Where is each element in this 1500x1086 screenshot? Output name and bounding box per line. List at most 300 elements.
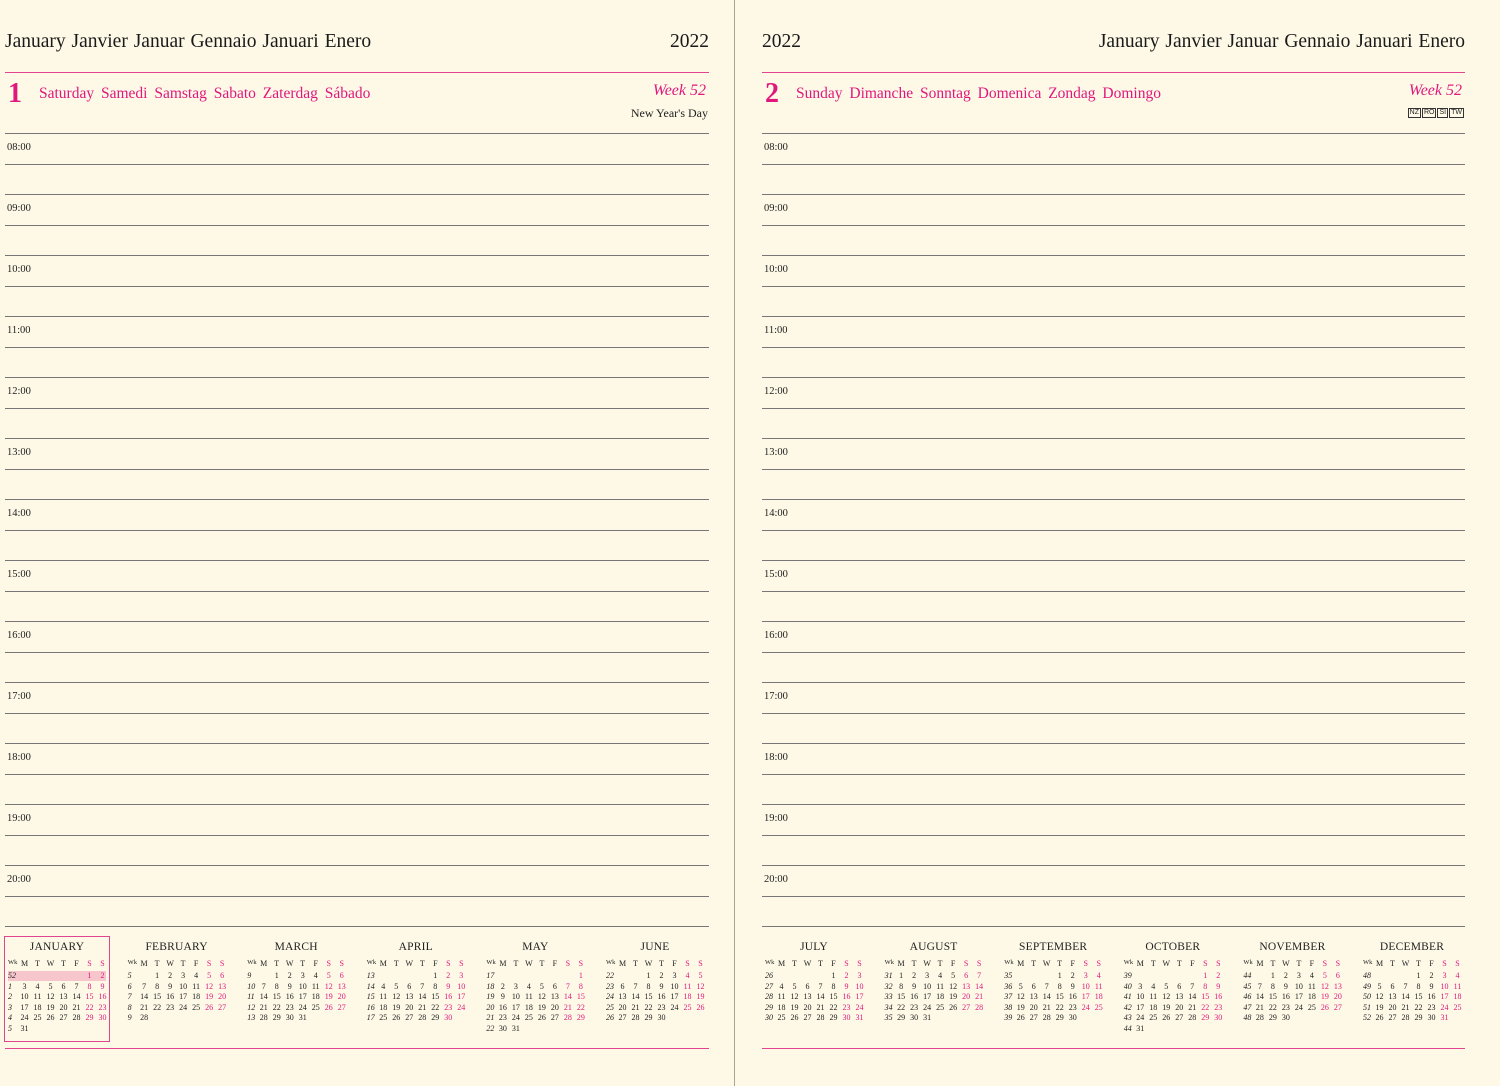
- week-row: [606, 971, 704, 981]
- day-cell: 24: [923, 1002, 932, 1012]
- day-cell: 19: [1162, 1002, 1171, 1012]
- day-cell: 14: [72, 992, 81, 1001]
- day-cell: 14: [1255, 992, 1264, 1001]
- grid-line: [762, 713, 1465, 714]
- day-cell: 2: [844, 971, 849, 980]
- weekday-header: [486, 959, 584, 969]
- day-cell: 29: [1268, 1013, 1277, 1022]
- week-number: 9: [247, 971, 252, 980]
- week-row: [606, 1003, 704, 1013]
- day-cell: 29: [576, 1013, 585, 1022]
- day-cell: 6: [1390, 981, 1395, 991]
- day-cell: 23: [1068, 1002, 1077, 1012]
- day-cell: 23: [285, 1002, 294, 1012]
- week-column-header: Wk: [366, 959, 377, 966]
- weekday-letter: M: [1256, 959, 1264, 968]
- weekday-letter: M: [777, 959, 786, 968]
- weekday-letter: T: [539, 959, 545, 968]
- day-cell: 29: [431, 1013, 440, 1022]
- week-row: [885, 992, 983, 1002]
- day-cell: 29: [272, 1013, 281, 1022]
- week-number: 48: [1363, 971, 1371, 980]
- day-cell: 20: [962, 992, 971, 1001]
- day-cell: 15: [829, 992, 838, 1001]
- weekday-letter: T: [393, 959, 399, 968]
- hour-label: 08:00: [7, 142, 31, 153]
- day-cell: 4: [1455, 971, 1460, 980]
- mini-calendar-february: [125, 937, 229, 1041]
- day-cell: 15: [153, 992, 162, 1001]
- day-cell: 14: [563, 992, 572, 1001]
- day-cell: 11: [33, 992, 42, 1001]
- week-row: [367, 971, 465, 981]
- day-cell: 11: [1453, 981, 1462, 991]
- day-cell: 1: [1416, 971, 1421, 980]
- day-cell: 18: [1307, 992, 1316, 1001]
- grid-line: [762, 194, 1465, 195]
- week-row: [486, 971, 584, 981]
- week-number: 43: [1123, 1013, 1132, 1022]
- day-cell: 12: [392, 992, 401, 1001]
- grid-line: [5, 713, 709, 714]
- day-cell: 19: [1375, 1002, 1384, 1012]
- day-cell: 24: [1294, 1002, 1303, 1012]
- day-cell: 8: [433, 981, 438, 991]
- weekday-letter: T: [61, 959, 66, 968]
- day-cell: 2: [1070, 971, 1075, 980]
- day-cell: 26: [46, 1013, 55, 1022]
- day-cell: 30: [498, 1023, 507, 1033]
- day-cell: 18: [683, 992, 692, 1001]
- week-number: 13: [247, 1013, 256, 1022]
- day-cell: 3: [672, 971, 677, 980]
- week-number: 18: [486, 981, 495, 991]
- day-cell: 6: [339, 971, 344, 980]
- week-number: 16: [366, 1002, 375, 1012]
- day-cell: 1: [87, 971, 92, 980]
- week-number: 49: [1363, 981, 1371, 991]
- weekday-letter: W: [1162, 959, 1171, 968]
- weekday-letter: T: [1176, 959, 1182, 968]
- week-number: 33: [884, 992, 893, 1001]
- grid-line: [5, 286, 709, 287]
- weekday-letter: M: [20, 959, 29, 968]
- header-rule: [762, 72, 1465, 73]
- hour-label: 19:00: [764, 813, 788, 824]
- day-cell: 7: [633, 981, 638, 991]
- day-cell: 5: [951, 971, 956, 980]
- day-cell: 10: [511, 992, 520, 1001]
- day-cell: 23: [910, 1002, 919, 1012]
- week-row: [8, 982, 106, 992]
- weekday-letter: S: [565, 959, 571, 968]
- grid-line: [5, 743, 709, 744]
- weekday-header: [885, 959, 983, 969]
- week-label: Week 52: [1408, 82, 1462, 99]
- day-cell: 27: [962, 1002, 971, 1012]
- day-cell: 9: [446, 981, 451, 991]
- day-cell: 4: [1096, 971, 1101, 980]
- day-cell: 25: [311, 1002, 320, 1012]
- day-cell: 3: [925, 971, 930, 980]
- week-number: 22: [606, 971, 614, 980]
- day-cell: 28: [72, 1013, 81, 1022]
- week-column-header: Wk: [247, 959, 257, 966]
- day-cell: 1: [433, 971, 438, 980]
- week-row: [367, 982, 465, 992]
- day-cell: 27: [1029, 1013, 1038, 1022]
- day-cell: 11: [777, 992, 786, 1001]
- day-cell: 16: [1068, 992, 1077, 1001]
- week-number: 26: [765, 971, 773, 980]
- weekday-letter: M: [1136, 959, 1144, 968]
- day-cell: 9: [844, 981, 849, 991]
- week-row: [1004, 971, 1102, 981]
- mini-calendar-title: FEBRUARY: [145, 941, 208, 953]
- week-number: 47: [1243, 1002, 1252, 1012]
- week-column-header: Wk: [8, 959, 18, 966]
- day-cell: 25: [1094, 1002, 1103, 1012]
- week-number: 51: [1363, 1002, 1371, 1012]
- week-number: 27: [765, 981, 773, 991]
- day-cell: 15: [85, 992, 94, 1001]
- day-cell: 1: [578, 971, 583, 980]
- day-cell: 4: [381, 981, 386, 991]
- hour-label: 11:00: [764, 325, 788, 336]
- weekday-letter: S: [1096, 959, 1101, 968]
- day-cell: 8: [646, 981, 651, 991]
- weekday-letter: S: [339, 959, 344, 968]
- day-cell: 4: [779, 981, 784, 991]
- day-cell: 19: [949, 992, 958, 1001]
- week-row: [1124, 971, 1222, 981]
- week-number: 14: [366, 981, 375, 991]
- weekday-letter: F: [831, 959, 836, 968]
- month-names: January Janvier Januar Gennaio Januari Enero: [5, 31, 372, 52]
- week-number: 48: [1243, 1013, 1252, 1022]
- week-number: 52: [8, 971, 16, 980]
- day-cell: 24: [298, 1002, 307, 1012]
- day-cell: 9: [500, 992, 505, 1001]
- day-cell: 5: [394, 981, 399, 991]
- day-cell: 1: [646, 971, 651, 980]
- grid-line: [5, 499, 709, 500]
- day-cell: 15: [1268, 992, 1277, 1001]
- day-cell: 29: [897, 1013, 906, 1022]
- day-cell: 14: [631, 992, 640, 1001]
- hour-label: 14:00: [764, 508, 788, 519]
- day-cell: 10: [457, 981, 466, 991]
- day-cell: 4: [1309, 971, 1314, 980]
- grid-line: [762, 347, 1465, 348]
- weekday-letter: M: [260, 959, 268, 968]
- day-cell: 24: [670, 1002, 679, 1012]
- day-cell: 13: [337, 981, 346, 991]
- day-cell: 26: [1162, 1013, 1171, 1022]
- day-cell: 6: [964, 971, 969, 980]
- mini-calendar-november: [1240, 937, 1344, 1041]
- day-cell: 29: [1055, 1013, 1064, 1022]
- day-cell: 7: [1190, 981, 1195, 991]
- weekday-letter: W: [1042, 959, 1051, 968]
- day-cell: 26: [1016, 1013, 1025, 1022]
- mini-calendar-september: [1001, 937, 1105, 1041]
- hour-label: 15:00: [7, 569, 31, 580]
- day-cell: 4: [35, 981, 40, 991]
- grid-line: [762, 408, 1465, 409]
- week-number: 2: [8, 992, 12, 1001]
- week-number: 40: [1123, 981, 1132, 991]
- weekday-letter: M: [1375, 959, 1384, 968]
- footer-rule: [5, 1048, 709, 1049]
- day-cell: 23: [1281, 1002, 1290, 1012]
- week-row: [1363, 971, 1461, 981]
- week-column-header: Wk: [606, 959, 616, 966]
- day-cell: 24: [1136, 1013, 1145, 1022]
- day-cell: 10: [670, 981, 679, 991]
- day-cell: 21: [72, 1002, 81, 1012]
- week-row: [765, 1003, 863, 1013]
- day-cell: 20: [337, 992, 346, 1001]
- day-cell: 8: [155, 981, 160, 991]
- weekday-letter: F: [1429, 959, 1434, 968]
- day-cell: 31: [20, 1023, 29, 1033]
- day-cell: 8: [1270, 981, 1275, 991]
- day-cell: 13: [405, 992, 414, 1001]
- day-cell: 1: [899, 971, 904, 980]
- weekday-header: [765, 959, 863, 969]
- day-cell: 22: [431, 1002, 440, 1012]
- hour-label: 15:00: [764, 569, 788, 580]
- mini-calendar-december: [1360, 937, 1464, 1041]
- weekday-letter: T: [1031, 959, 1037, 968]
- day-cell: 15: [897, 992, 906, 1001]
- day-cell: 27: [1175, 1013, 1184, 1022]
- day-cell: 28: [1255, 1013, 1264, 1022]
- day-cell: 21: [418, 1002, 427, 1012]
- week-number: 9: [127, 1013, 132, 1022]
- day-cell: 16: [1214, 992, 1223, 1001]
- day-cell: 20: [1333, 992, 1342, 1001]
- day-cell: 28: [975, 1002, 984, 1012]
- day-cell: 14: [1042, 992, 1051, 1001]
- day-cell: 12: [1016, 992, 1025, 1001]
- day-cell: 5: [539, 981, 544, 991]
- mini-calendars: [5, 937, 709, 1043]
- grid-line: [762, 621, 1465, 622]
- week-row: [885, 1013, 983, 1023]
- day-cell: 11: [1308, 981, 1316, 991]
- day-cell: 18: [936, 992, 945, 1001]
- week-row: [765, 1013, 863, 1023]
- week-number: 3: [8, 1002, 12, 1012]
- day-cell: 27: [218, 1002, 227, 1012]
- day-cell: 2: [287, 971, 292, 980]
- weekday-letter: F: [313, 959, 318, 968]
- day-cell: 27: [1333, 1002, 1342, 1012]
- weekday-letter: S: [206, 959, 212, 968]
- day-cell: 7: [1257, 981, 1262, 991]
- grid-line: [5, 316, 709, 317]
- week-number: 7: [127, 992, 132, 1001]
- week-row: [1243, 1013, 1341, 1023]
- day-cell: 26: [949, 1002, 958, 1012]
- day-cell: 25: [936, 1002, 945, 1012]
- day-cell: 14: [1188, 992, 1197, 1001]
- day-cell: 1: [1203, 971, 1208, 980]
- day-cell: 29: [644, 1013, 653, 1022]
- grid-line: [762, 896, 1465, 897]
- day-cell: 23: [1427, 1002, 1436, 1012]
- weekday-letter: T: [659, 959, 664, 968]
- holiday-codes: [1408, 108, 1464, 118]
- day-cell: 21: [975, 992, 984, 1001]
- grid-line: [762, 865, 1465, 866]
- day-cell: 21: [140, 1002, 149, 1012]
- day-cell: 11: [683, 981, 692, 991]
- day-cell: 7: [1044, 981, 1049, 991]
- day-cell: 7: [818, 981, 823, 991]
- day-cell: 7: [142, 981, 147, 991]
- day-cell: 13: [1029, 992, 1038, 1001]
- week-number: 17: [486, 971, 495, 980]
- day-cell: 25: [1453, 1002, 1462, 1012]
- day-cell: 28: [563, 1013, 572, 1022]
- month-header: [762, 31, 1465, 57]
- day-cell: 16: [1281, 992, 1290, 1001]
- day-cell: 14: [259, 992, 268, 1001]
- mini-calendar-title: JULY: [800, 941, 828, 953]
- week-number: 24: [606, 992, 614, 1001]
- day-cell: 4: [1151, 981, 1156, 991]
- week-row: [128, 992, 226, 1002]
- week-number: 20: [486, 1002, 495, 1012]
- day-cell: 30: [910, 1013, 919, 1022]
- day-cell: 7: [1403, 981, 1408, 991]
- day-cell: 21: [259, 1002, 268, 1012]
- day-cell: 3: [459, 971, 464, 980]
- weekday-header: [367, 959, 465, 969]
- day-cell: 4: [194, 971, 199, 980]
- day-cell: 25: [379, 1013, 388, 1022]
- week-row: [1004, 1003, 1102, 1013]
- grid-line: [5, 621, 709, 622]
- day-cell: 5: [1164, 981, 1169, 991]
- week-row: [367, 1013, 465, 1023]
- grid-line: [762, 377, 1465, 378]
- day-cell: 27: [59, 1013, 68, 1022]
- grid-line: [762, 225, 1465, 226]
- day-cell: 13: [59, 992, 68, 1001]
- hour-label: 13:00: [764, 447, 788, 458]
- day-cell: 3: [181, 971, 186, 980]
- day-cell: 10: [1081, 981, 1090, 991]
- day-cell: 17: [1081, 992, 1090, 1001]
- week-number: 37: [1004, 992, 1013, 1001]
- week-row: [247, 1003, 345, 1013]
- week-row: [1243, 982, 1341, 992]
- day-cell: 9: [1070, 981, 1075, 991]
- week-number: 36: [1004, 981, 1013, 991]
- day-cell: 15: [644, 992, 653, 1001]
- weekday-letter: M: [618, 959, 627, 968]
- day-cell: 20: [803, 1002, 812, 1012]
- week-row: [486, 1024, 584, 1034]
- day-cell: 14: [816, 992, 825, 1001]
- day-cell: 13: [1388, 992, 1397, 1001]
- day-cell: 23: [98, 1002, 107, 1012]
- day-cell: 3: [1442, 971, 1447, 980]
- week-number: 25: [606, 1002, 614, 1012]
- day-cell: 21: [563, 1002, 572, 1012]
- day-cell: 9: [1283, 981, 1288, 991]
- day-cell: 24: [1440, 1002, 1449, 1012]
- header-rule: [5, 72, 709, 73]
- grid-line: [5, 530, 709, 531]
- day-cell: 26: [696, 1002, 705, 1012]
- day-cell: 10: [1136, 992, 1145, 1001]
- day-cell: 21: [816, 1002, 825, 1012]
- day-cell: 23: [498, 1013, 507, 1022]
- day-cell: 17: [1294, 992, 1303, 1001]
- weekday-letter: F: [672, 959, 677, 968]
- day-cell: 17: [1136, 1002, 1145, 1012]
- day-cell: 7: [565, 981, 570, 991]
- holiday-code: RO: [1423, 109, 1435, 116]
- day-cell: 19: [696, 992, 705, 1001]
- day-cell: 20: [1388, 1002, 1397, 1012]
- day-cell: 2: [659, 971, 664, 980]
- grid-line: [5, 835, 709, 836]
- week-number: 31: [884, 971, 893, 980]
- week-number: 5: [8, 1023, 12, 1033]
- day-cell: 12: [1375, 992, 1384, 1001]
- mini-calendar-april: [364, 937, 468, 1041]
- weekday-header: [1124, 959, 1222, 969]
- week-number: 52: [1363, 1013, 1371, 1022]
- day-names: Saturday Samedi Samstag Sabato Zaterdag Sábado: [39, 85, 371, 102]
- day-cell: 28: [1401, 1013, 1410, 1022]
- day-cell: 10: [1294, 981, 1303, 991]
- day-cell: 12: [696, 981, 705, 991]
- day-cell: 5: [792, 981, 797, 991]
- day-cell: 5: [48, 981, 53, 991]
- weekday-header: [8, 959, 106, 969]
- day-cell: 27: [337, 1002, 346, 1012]
- grid-line: [762, 438, 1465, 439]
- week-number: 13: [366, 971, 375, 980]
- week-number: 32: [884, 981, 893, 991]
- day-cell: 19: [324, 992, 333, 1001]
- weekday-letter: T: [1150, 959, 1156, 968]
- day-cell: 17: [20, 1002, 29, 1012]
- grid-line: [762, 499, 1465, 500]
- day-cell: 3: [22, 981, 27, 991]
- day-names: Sunday Dimanche Sonntag Domenica Zondag Domingo: [796, 85, 1161, 102]
- day-cell: 27: [803, 1013, 812, 1022]
- weekday-letter: S: [685, 959, 690, 968]
- day-cell: 21: [1401, 1002, 1410, 1012]
- month-header: [5, 31, 709, 57]
- weekday-letter: T: [1390, 959, 1395, 968]
- week-row: [1004, 992, 1102, 1002]
- week-number: 29: [765, 1002, 773, 1012]
- day-cell: 2: [912, 971, 917, 980]
- week-number: 45: [1243, 981, 1252, 991]
- weekday-letter: F: [950, 959, 956, 968]
- weekday-letter: F: [552, 959, 558, 968]
- grid-line: [5, 377, 709, 378]
